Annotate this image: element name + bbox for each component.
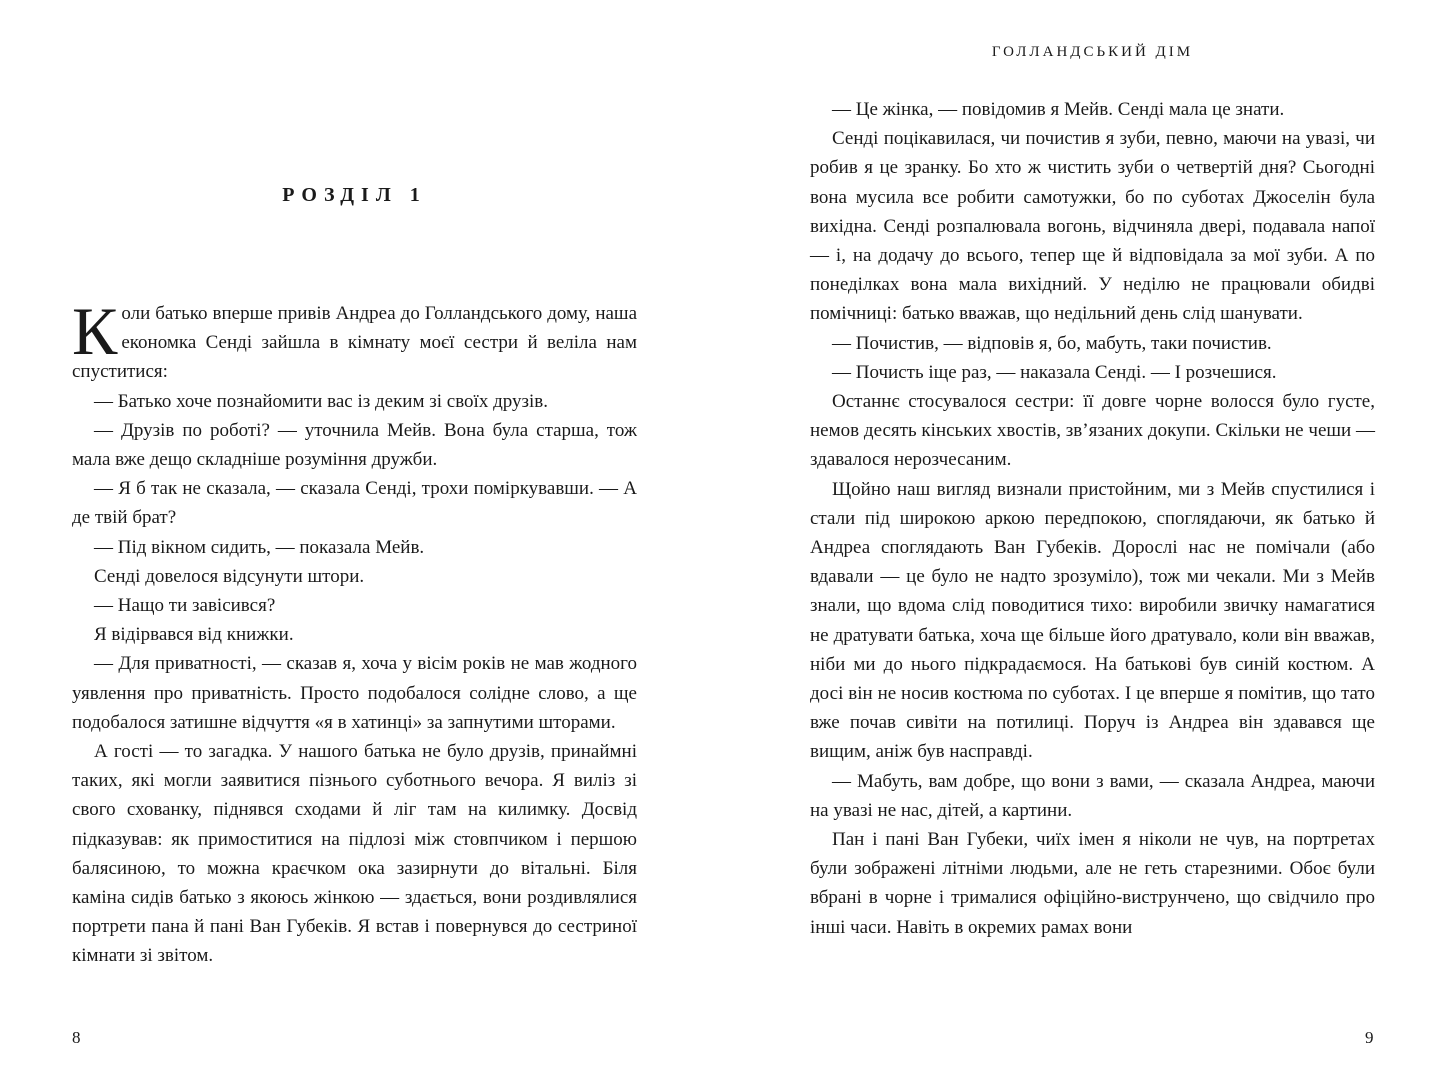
paragraph: Останнє стосувалося сестри: її довге чорне волосся було густе, немов десять кінських хвостів, зв’язаних докупи. Скільки не чеши — здавалося нерозчесаним. <box>810 391 1375 471</box>
paragraph: — Для приватності, — сказав я, хоча у вісім років не мав жодного уявлення про приватність. Просто подобалося солідне слово, а ще подобалося затишне відчуття «я в хатинці» за запнутими шторами. <box>72 653 637 733</box>
page-number: 8 <box>72 1028 81 1047</box>
paragraph: — Нащо ти завісився? <box>94 595 276 617</box>
paragraph: Пан і пані Ван Губеки, чиїх імен я ніколи не чув, на портретах були зображені літніми людьми, але не геть старезними. Обоє були вбрані в чорне і трималися офіційно-виструнчено, що свідчило про інші часи. Навіть в окремих рамах вони <box>810 829 1375 938</box>
paragraph: — Почистив, — відповів я, бо, мабуть, таки почистив. <box>832 332 1272 354</box>
paragraph: Сенді поцікавилася, чи почистив я зуби, певно, маючи на увазі, чи робив я це зранку. Бо хто ж чистить зуби о четвертій дня? Сьогодні вона мусила все робити самотужки, бо по суботах Джоселін була вихідна. Сенді розпалювала вогонь, відчиняла двері, подавала напої — і, на додачу до всього, тепер ще й відповідала за мої зуби. А по понеділках вона мала вихідний. У неділю не працювали обидві помічниці: батько вважав, що недільний день слід шанувати. <box>810 128 1375 325</box>
opening-paragraph <box>72 293 637 387</box>
running-head: ГОЛЛАНДСЬКИЙ ДІМ <box>991 44 1194 60</box>
left-page <box>0 0 722 1084</box>
paragraph: — Це жінка, — повідомив я Мейв. Сенді мала це знати. <box>832 99 1285 120</box>
drop-cap: К <box>72 293 118 369</box>
paragraph: — Мабуть, вам добре, що вони з вами, — сказала Андреа, маючи на увазі не нас, дітей, а картини. <box>810 770 1375 821</box>
right-text-block <box>810 95 1375 942</box>
page-number: 9 <box>1365 1028 1374 1047</box>
paragraph: А гості — то загадка. У нашого батька не було друзів, принаймні таких, які могли заявитися пізнього суботнього вечора. Я виліз зі свого схованку, піднявся сходами й ліг там на килимку. Досвід підказував: як примоститися на підлозі між стовпчиком і першою балясиною, то можна краєчком ока зазирнути до вітальні. Біля каміна сидів батько з якоюсь жінкою — здається, вони роздивлялися портрети пана й пані Ван Губеків. Я встав і повернувся до сестриної кімнати зі звітом. <box>72 741 637 967</box>
right-page <box>722 0 1445 1084</box>
paragraph: — Під вікном сидить, — показала Мейв. <box>94 536 425 558</box>
paragraph: — Почисть іще раз, — наказала Сенді. — І розчешися. <box>832 361 1277 383</box>
paragraph: — Батько хоче познайомити вас із деким зі своїх друзів. <box>94 390 549 412</box>
left-text-block <box>72 293 637 971</box>
opening-paragraph-text: оли батько вперше привів Андреа до Голландського дому, наша економка Сенді зайшла в кімнату моєї сестри й веліла нам спуститися: <box>72 303 637 383</box>
paragraph: Щойно наш вигляд визнали пристойним, ми з Мейв спустилися і стали під широкою аркою передпокою, споглядаючи, як батько й Андреа споглядають Ван Губеків. Дорослі нас не помічали (або вдавали — це було не надто зрозуміло), тож ми чекали. Ми з Мейв знали, що вдома слід поводитися тихо: виробили звичку намагатися не дратувати батька, хоча ще більше його дратувало, коли він вважав, ніби ми до нього підкрадаємося. На батькові був синій костюм. А досі він не носив костюма по суботах. І це вперше я помітив, що тато вже почав сивіти на потилиці. Поруч із Андреа він здавався ще вищим, аніж був насправді. <box>810 478 1375 763</box>
paragraph: — Я б так не сказала, — сказала Сенді, трохи поміркувавши. — А де твій брат? <box>72 478 637 529</box>
chapter-title: РОЗДІЛ 1 <box>282 184 427 206</box>
paragraph: — Друзів по роботі? — уточнила Мейв. Вона була старша, тож мала вже дещо складніше розуміння дружби. <box>72 419 637 471</box>
paragraph: Я відірвався від книжки. <box>94 624 294 646</box>
paragraph: Сенді довелося відсунути штори. <box>94 565 365 587</box>
